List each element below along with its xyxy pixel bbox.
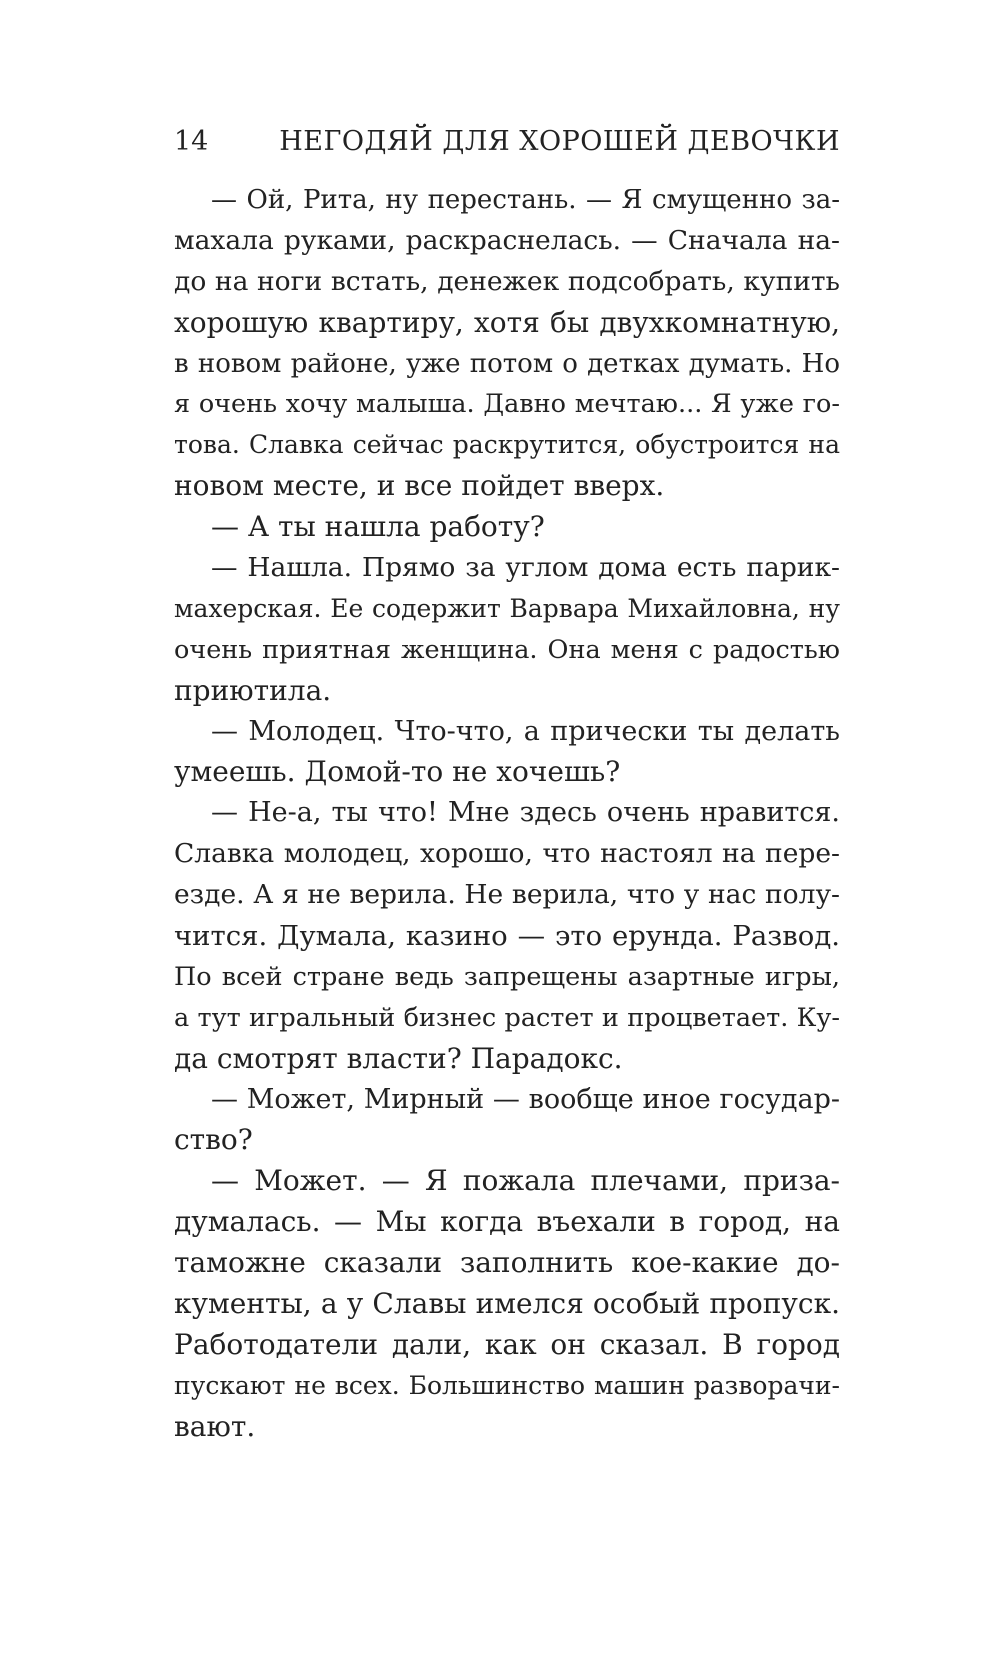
text-line: — Может, Мирный — вообще иное государ-	[211, 1083, 840, 1115]
text-line: чится. Думала, казино — это ерунда. Развод.	[174, 920, 840, 953]
text-line: умеешь. Домой-то не хочешь?	[174, 755, 621, 789]
text-line: думалась. — Мы когда въехали в город, на	[174, 1205, 840, 1239]
text-body	[174, 180, 840, 1448]
text-line: хорошую квартиру, хотя бы двухкомнатную,	[174, 305, 840, 339]
text-line: новом месте, и все пойдет вверх.	[174, 469, 665, 503]
running-head	[174, 122, 840, 162]
text-line: приютила.	[174, 673, 332, 707]
text-line: — Ой, Рита, ну перестань. — Я смущенно за-	[211, 185, 840, 215]
text-line: да смотрят власти? Парадокс.	[174, 1041, 623, 1075]
text-line: махерская. Ее содержит Варвара Михайловна, ну	[174, 593, 840, 623]
text-line: — Не-а, ты что! Мне здесь очень нравится.	[211, 797, 840, 829]
text-line: ство?	[174, 1123, 253, 1157]
text-line: По всей стране ведь запрещены азартные игры,	[174, 961, 840, 992]
book-title: НЕГОДЯЙ ДЛЯ ХОРОШЕЙ ДЕВОЧКИ	[279, 126, 840, 157]
page-number: 14	[174, 126, 209, 157]
text-line: до на ноги встать, денежек подсобрать, купить	[174, 265, 840, 297]
text-line: — Может. — Я пожала плечами, приза-	[211, 1164, 840, 1198]
text-line: таможне сказали заполнить кое-какие до-	[174, 1246, 840, 1280]
text-line: очень приятная женщина. Она меня с радостью	[174, 634, 840, 665]
text-line: — Молодец. Что-что, а прически ты делать	[211, 715, 840, 747]
text-line: Работодатели дали, как он сказал. В город	[174, 1327, 840, 1361]
text-line: вают.	[174, 1409, 256, 1443]
text-line: езде. А я не верила. Не верила, что у нас полу-	[174, 879, 840, 911]
text-line: кументы, а у Славы имелся особый пропуск.	[174, 1287, 840, 1321]
text-line: пускают не всех. Большинство машин разворачи-	[174, 1370, 840, 1400]
text-line: я очень хочу малыша. Давно мечтаю... Я уже го-	[174, 389, 840, 420]
text-line: — А ты нашла работу?	[211, 510, 545, 544]
text-line: — Нашла. Прямо за углом дома есть парик-	[211, 552, 840, 584]
text-line: в новом районе, уже потом о детках думать. Но	[174, 348, 840, 379]
text-line: това. Славка сейчас раскрутится, обустроится на	[174, 430, 840, 460]
text-line: а тут игральный бизнес растет и процветает. Ку-	[174, 1002, 840, 1033]
text-line: Славка молодец, хорошо, что настоял на пере-	[174, 838, 840, 870]
text-line: махала руками, раскраснелась. — Сначала на-	[174, 224, 840, 256]
